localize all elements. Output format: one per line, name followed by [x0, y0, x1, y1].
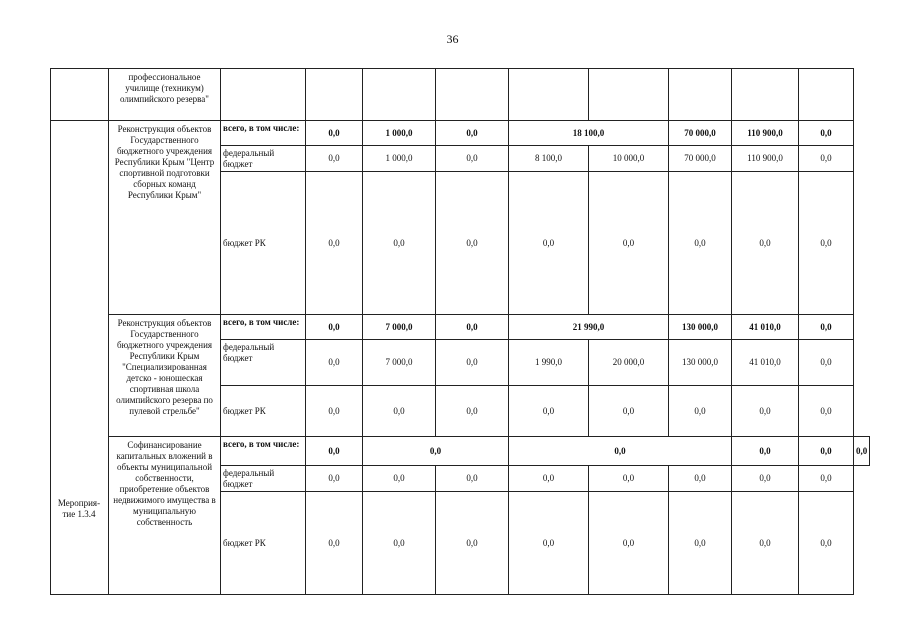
measure-cell	[51, 121, 109, 595]
value-cell: 130 000,0	[669, 315, 732, 340]
value-cell: 110 900,0	[732, 146, 799, 172]
value-cell: 0,0	[799, 466, 854, 492]
value-cell: 0,0	[732, 386, 799, 437]
source-cell: всего, в том числе:	[221, 437, 306, 466]
table-row	[51, 69, 870, 121]
description-cell: профессиональное училище (техникум) олимпийского резерва"	[109, 69, 221, 121]
value-cell: 41 010,0	[732, 315, 799, 340]
value-cell: 0,0	[732, 492, 799, 595]
table-row	[51, 315, 870, 340]
value-cell: 0,0	[799, 492, 854, 595]
value-cell: 0,0	[799, 172, 854, 315]
source-cell: бюджет РК	[221, 386, 306, 437]
measure-cell	[51, 69, 109, 121]
value-cell: 0,0	[509, 437, 732, 466]
value-cell: 0,0	[589, 172, 669, 315]
value-cell: 0,0	[436, 315, 509, 340]
value-cell: 0,0	[306, 172, 363, 315]
source-cell: бюджет РК	[221, 492, 306, 595]
value-cell: 0,0	[306, 146, 363, 172]
source-cell: всего, в том числе:	[221, 121, 306, 146]
value-cell: 0,0	[799, 340, 854, 386]
description-cell: Реконструкция объектов Государственного бюджетного учреждения Республики Крым "Центр спортивной подготовки сборных команд Республики Крым"	[109, 121, 221, 315]
value-cell: 0,0	[436, 121, 509, 146]
value-cell: 70 000,0	[669, 146, 732, 172]
value-cell: 0,0	[509, 172, 589, 315]
value-cell: 0,0	[363, 172, 436, 315]
value-cell: 41 010,0	[732, 340, 799, 386]
value-cell: 0,0	[306, 315, 363, 340]
value-cell: 0,0	[306, 466, 363, 492]
value-cell: 0,0	[589, 492, 669, 595]
value-cell: 1 000,0	[363, 146, 436, 172]
value-cell: 0,0	[436, 172, 509, 315]
value-cell: 0,0	[732, 172, 799, 315]
value-cell: 0,0	[799, 315, 854, 340]
value-cell: 0,0	[436, 340, 509, 386]
value-cell: 0,0	[363, 386, 436, 437]
value-cell: 130 000,0	[669, 340, 732, 386]
value-cell: 0,0	[799, 146, 854, 172]
value-cell: 0,0	[669, 172, 732, 315]
value-cell: 0,0	[799, 386, 854, 437]
value-cell: 0,0	[509, 386, 589, 437]
description-cell: Реконструкция объектов Государственного бюджетного учреждения Республики Крым "Специализированная детско - юношеская спортивная школа олимпийского резерва по пулевой стрельбе"	[109, 315, 221, 437]
value-cell: 0,0	[589, 386, 669, 437]
value-cell: 0,0	[306, 121, 363, 146]
value-cell: 0,0	[306, 340, 363, 386]
value-cell: 0,0	[306, 492, 363, 595]
value-cell: 0,0	[854, 437, 870, 466]
value-cell: 0,0	[363, 466, 436, 492]
source-cell: бюджет РК	[221, 172, 306, 315]
value-cell: 0,0	[799, 121, 854, 146]
value-cell: 1 000,0	[363, 121, 436, 146]
value-cell: 0,0	[436, 466, 509, 492]
source-cell	[221, 69, 306, 121]
value-cell: 7 000,0	[363, 315, 436, 340]
value-cell: 0,0	[732, 437, 799, 466]
value-cell: 8 100,0	[509, 146, 589, 172]
source-cell: федеральный бюджет	[221, 466, 306, 492]
value-cell: 10 000,0	[589, 146, 669, 172]
value-cell: 0,0	[509, 492, 589, 595]
value-cell: 0,0	[306, 386, 363, 437]
value-cell: 20 000,0	[589, 340, 669, 386]
value-cell: 0,0	[363, 437, 509, 466]
table-row	[51, 121, 870, 146]
value-cell: 21 990,0	[509, 315, 669, 340]
value-cell: 70 000,0	[669, 121, 732, 146]
value-cell: 0,0	[436, 146, 509, 172]
page-number: 36	[446, 32, 459, 46]
value-cell: 18 100,0	[509, 121, 669, 146]
value-cell: 0,0	[799, 437, 854, 466]
value-cell: 0,0	[509, 466, 589, 492]
value-cell: 0,0	[669, 492, 732, 595]
measure-label: Мероприя-тие 1.3.4	[57, 498, 101, 519]
value-cell: 0,0	[669, 386, 732, 437]
value-cell: 0,0	[669, 466, 732, 492]
table-row	[51, 437, 870, 466]
source-cell: всего, в том числе:	[221, 315, 306, 340]
value-cell: 0,0	[436, 492, 509, 595]
source-cell: федеральный бюджет	[221, 340, 306, 386]
value-cell: 0,0	[363, 492, 436, 595]
value-cell: 7 000,0	[363, 340, 436, 386]
value-cell: 110 900,0	[732, 121, 799, 146]
value-cell: 0,0	[732, 466, 799, 492]
budget-table	[50, 68, 870, 595]
value-cell: 0,0	[436, 386, 509, 437]
value-cell: 1 990,0	[509, 340, 589, 386]
description-cell: Софинансирование капитальных вложений в объекты муниципальной собственности, приобретение объектов недвижимого имущества в муниципальную собственность	[109, 437, 221, 595]
value-cell: 0,0	[306, 437, 363, 466]
source-cell: федеральный бюджет	[221, 146, 306, 172]
value-cell: 0,0	[589, 466, 669, 492]
